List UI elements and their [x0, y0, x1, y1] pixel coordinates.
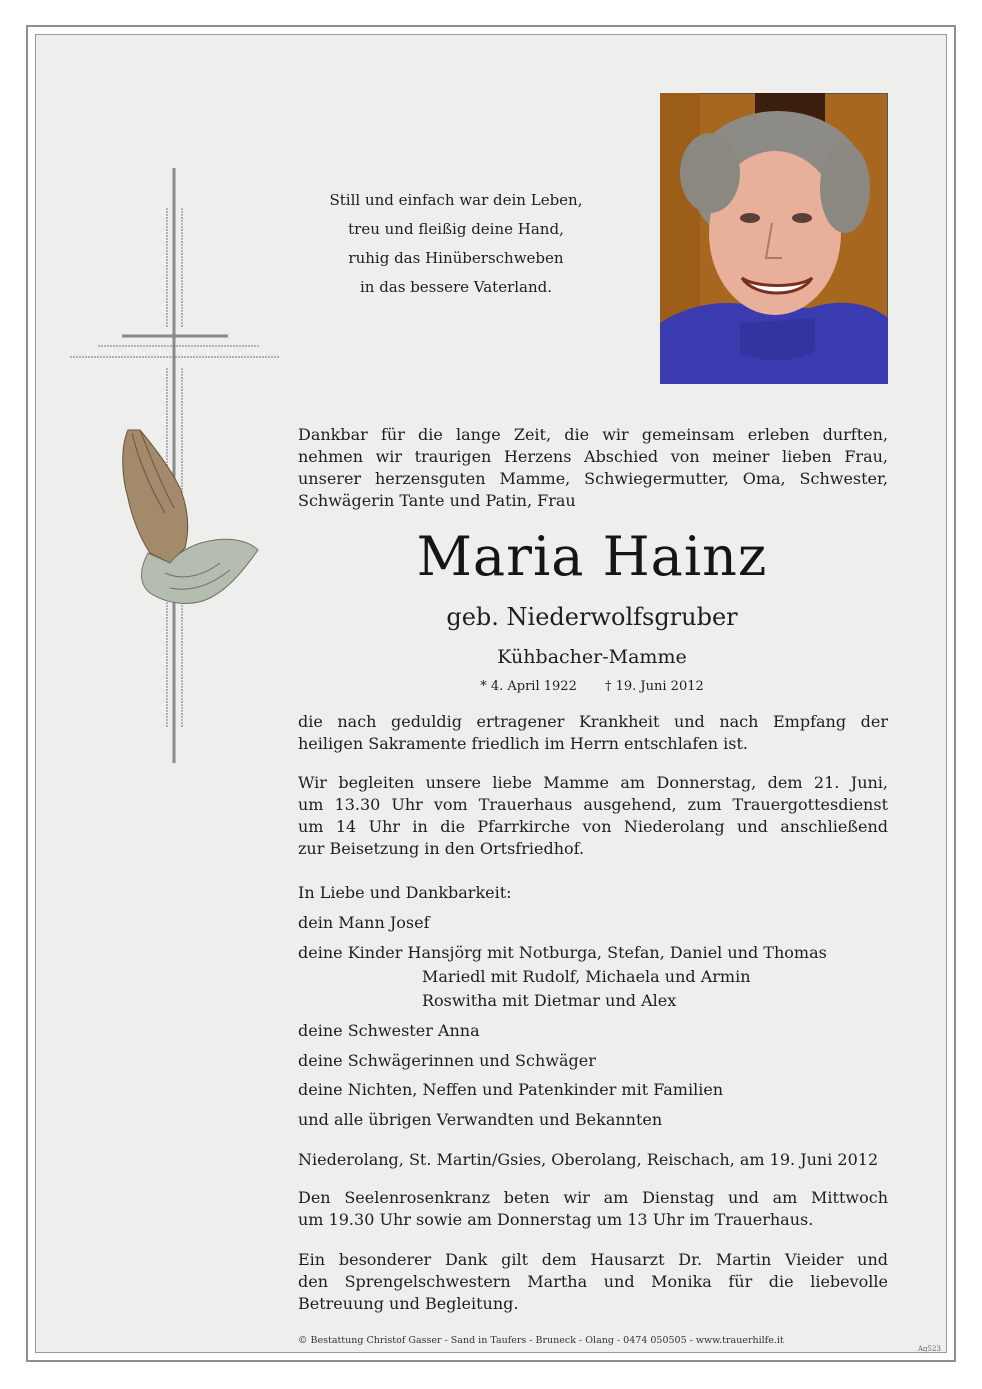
poem-line: in das bessere Vaterland. — [359, 278, 553, 296]
deceased-name: Maria Hainz — [416, 525, 768, 588]
place-date: Niederolang, St. Martin/Gsies, Oberolang, Reischach, am 19. Juni 2012 — [298, 1150, 879, 1169]
death-date: † 19. Juni 2012 — [604, 679, 704, 694]
thanks-text — [298, 1249, 888, 1315]
praying-hands-icon — [123, 430, 258, 603]
death-text — [298, 711, 888, 755]
death-line: die nach geduldig ertragener Krankheit und nach Empfang der — [298, 712, 888, 731]
poem-line: Still und einfach war dein Leben, — [329, 191, 583, 209]
poem-line: treu und fleißig deine Hand, — [348, 220, 564, 238]
mourner-sister: deine Schwester Anna — [298, 1021, 480, 1040]
thanks-line: Ein besonderer Dank gilt dem Hausarzt Dr. Martin Vieider und — [298, 1250, 888, 1269]
birth-date: * 4. April 1922 — [480, 679, 577, 694]
cross-with-praying-hands-icon — [70, 168, 282, 768]
poem — [300, 186, 612, 302]
mourner-children-2: Mariedl mit Rudolf, Michaela und Armin — [422, 967, 751, 986]
mourner-others: und alle übrigen Verwandten und Bekannten — [298, 1110, 663, 1129]
funeral-line: um 13.30 Uhr vom Trauerhaus ausgehend, zum Trauergottesdienst — [298, 795, 888, 814]
rosary-line: um 19.30 Uhr sowie am Donnerstag um 13 Uhr im Trauerhaus. — [298, 1210, 814, 1229]
mourners-heading: In Liebe und Dankbarkeit: — [298, 883, 512, 902]
thanks-line: den Sprengelschwestern Martha und Monika für die liebevolle — [298, 1272, 888, 1291]
life-dates — [300, 677, 884, 697]
funeral-line: Wir begleiten unsere liebe Mamme am Donnerstag, dem 21. Juni, — [298, 773, 888, 792]
rosary-text — [298, 1187, 888, 1231]
funeral-line: um 14 Uhr in die Pfarrkirche von Niederolang und anschließend — [298, 817, 888, 836]
birth-name: geb. Niederwolfsgruber — [446, 603, 738, 631]
intro-line: Schwägerin Tante und Patin, Frau — [298, 491, 576, 510]
mourner-in-laws: deine Schwägerinnen und Schwäger — [298, 1051, 596, 1070]
funeral-line: zur Beisetzung in den Ortsfriedhof. — [298, 839, 585, 858]
intro-line: nehmen wir traurigen Herzens Abschied von meiner lieben Frau, — [298, 447, 888, 466]
death-line: heiligen Sakramente friedlich im Herrn entschlafen ist. — [298, 734, 748, 753]
intro-text — [298, 424, 888, 512]
nickname: Kühbacher-Mamme — [497, 646, 687, 668]
funeral-text — [298, 772, 888, 860]
poem-line: ruhig das Hinüberschweben — [348, 249, 564, 267]
intro-line: unserer herzensguten Mamme, Schwiegermutter, Oma, Schwester, — [298, 469, 888, 488]
intro-line: Dankbar für die lange Zeit, die wir gemeinsam erleben durften, — [298, 425, 888, 444]
mourner-children: deine Kinder Hansjörg mit Notburga, Stefan, Daniel und Thomas — [298, 943, 827, 962]
mourner-husband: dein Mann Josef — [298, 913, 430, 932]
rosary-line: Den Seelenrosenkranz beten wir am Dienstag und am Mittwoch — [298, 1188, 888, 1207]
footer-credit: © Bestattung Christof Gasser - Sand in Taufers - Bruneck - Olang - 0474 050505 - www.trauerhilfe.it — [298, 1335, 784, 1346]
mourner-children-3: Roswitha mit Dietmar und Alex — [422, 991, 677, 1010]
template-code: Ag523 — [918, 1345, 941, 1353]
mourner-nieces: deine Nichten, Neffen und Patenkinder mit Familien — [298, 1080, 724, 1099]
thanks-line: Betreuung und Begleitung. — [298, 1294, 519, 1313]
portrait-photo — [660, 93, 888, 384]
